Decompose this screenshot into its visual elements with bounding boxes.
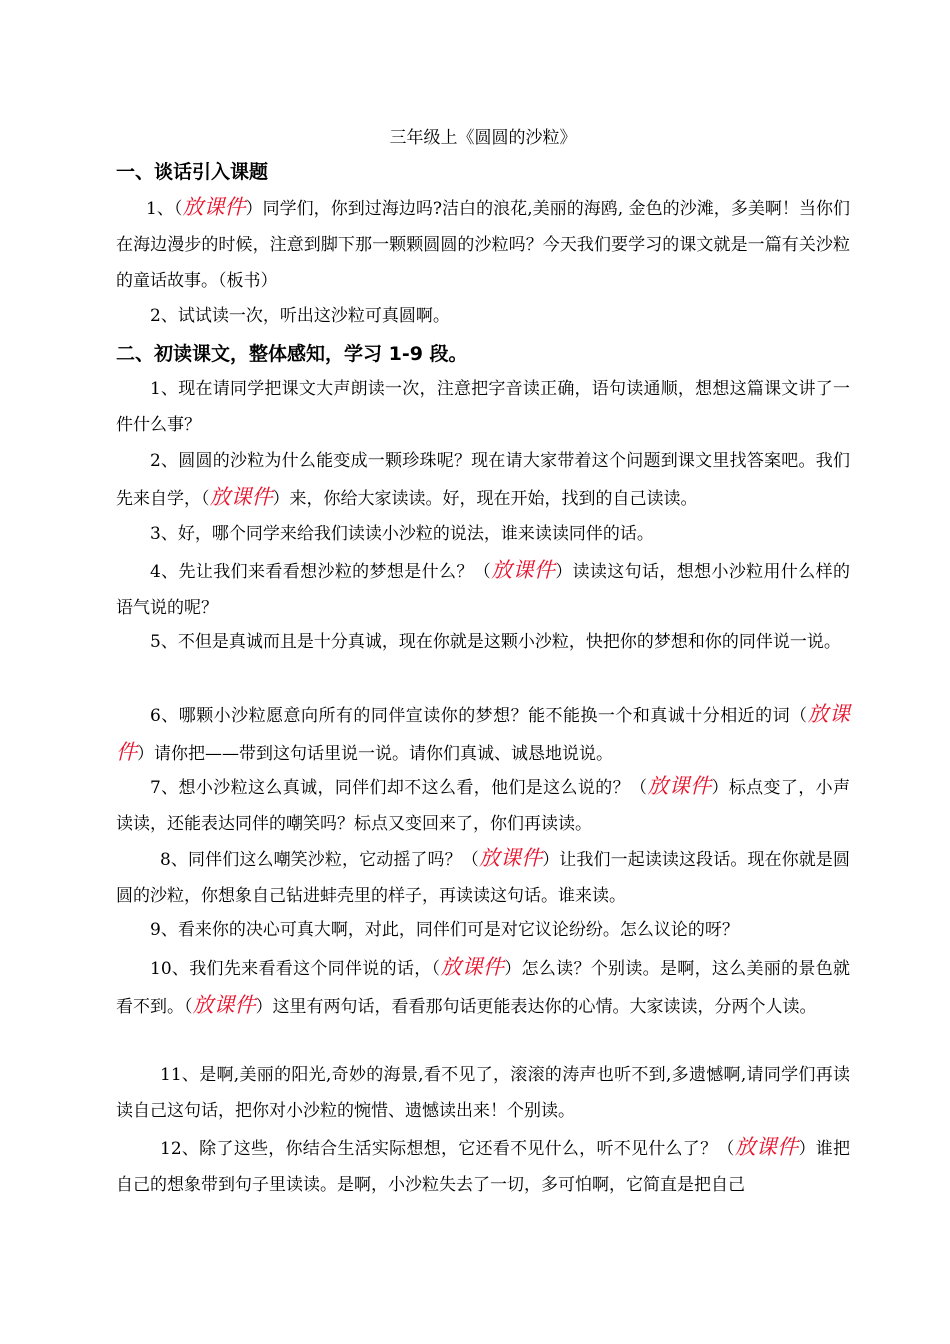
text-segment: 10、我们先来看看这个同伴说的话，（ bbox=[150, 959, 441, 979]
paragraph-2-11: 11、是啊,美丽的阳光,奇妙的海景,看不见了，滚滚的涛声也听不到,多遗憾啊,请同学们再读读自己这句话，把你对小沙粒的惋惜、遗憾读出来！个别读。 bbox=[116, 1065, 850, 1121]
text-segment: ）标点变了，小声读读，还能表达同伴的嘲笑吗？标点又变回来了，你们再读读。 bbox=[116, 778, 850, 834]
kejian-marker: 放课件 bbox=[209, 485, 273, 509]
kejian-marker: 放课件 bbox=[734, 1135, 799, 1159]
paragraph-2-2 bbox=[116, 443, 850, 517]
document-title: 三年级上《圆圆的沙粒》 bbox=[389, 128, 577, 148]
text-segment: ）来，你给大家读读。好，现在开始，找到的自己读读。 bbox=[272, 489, 698, 509]
section-heading-2: 二、初读课文，整体感知，学习 1-9 段。 bbox=[116, 343, 468, 365]
paragraph-2-6 bbox=[116, 696, 850, 772]
paragraph-1-1 bbox=[116, 189, 850, 299]
paragraph-2-12 bbox=[116, 1129, 850, 1203]
paragraph-2-5: 5、不但是真诚而且是十分真诚，现在你就是这颗小沙粒，快把你的梦想和你的同伴说一说。 bbox=[150, 632, 841, 652]
paragraph-2-10 bbox=[116, 949, 850, 1025]
text-segment: 4、先让我们来看看想沙粒的梦想是什么？（ bbox=[150, 562, 492, 582]
paragraph-2-8 bbox=[116, 840, 850, 914]
text-segment: 12、除了这些，你结合生活实际想想，它还看不见什么，听不见什么了？（ bbox=[160, 1139, 735, 1159]
kejian-marker: 放课件 bbox=[116, 702, 850, 764]
paragraph-2-1: 1、现在请同学把课文大声朗读一次，注意把字音读正确，语句读通顺，想想这篇课文讲了一件什么事？ bbox=[116, 379, 850, 435]
text-segment: 7、想小沙粒这么真诚，同伴们却不这么看，他们是这么说的？（ bbox=[150, 778, 648, 798]
text-segment: ）请你把——带到这句话里说一说。请你们真诚、诚恳地说说。 bbox=[137, 744, 613, 764]
paragraph-2-3: 3、好，哪个同学来给我们读读小沙粒的说法，谁来读读同伴的话。 bbox=[150, 524, 654, 544]
kejian-marker: 放课件 bbox=[491, 558, 556, 582]
text-segment: ）读读这句话，想想小沙粒用什么样的语气说的呢？ bbox=[116, 562, 851, 618]
text-segment: 6、哪颗小沙粒愿意向所有的同伴宣读你的梦想？能不能换一个和真诚十分相近的词（ bbox=[150, 706, 808, 726]
text-segment: ）谁把自己的想象带到句子里读读。是啊，小沙粒失去了一切，多可怕啊，它简直是把自己 bbox=[116, 1139, 851, 1195]
text-segment: ）怎么读？个别读。是啊，这么美丽的景色就看不到。（ bbox=[116, 959, 851, 1017]
paragraph-2-9: 9、看来你的决心可真大啊，对此，同伴们可是对它议论纷纷。怎么议论的呀？ bbox=[150, 920, 739, 940]
text-segment: ）同学们，你到过海边吗?洁白的浪花,美丽的海鸥, 金色的沙滩，多美啊！当你们在海边漫步的时候，注意到脚下那一颗颗圆圆的沙粒吗？今天我们要学习的课文就是一篇有关沙粒的童话故事。（板书） bbox=[116, 199, 851, 291]
paragraph-2-7 bbox=[116, 768, 850, 842]
text-segment: ）这里有两句话，看看那句话更能表达你的心情。大家读读，分两个人读。 bbox=[255, 997, 817, 1017]
kejian-marker: 放课件 bbox=[647, 774, 712, 798]
kejian-marker: 放课件 bbox=[192, 993, 256, 1017]
paragraph-2-4 bbox=[116, 552, 850, 626]
text-segment: ）让我们一起读读这段话。现在你就是圆圆的沙粒，你想象自己钻进蚌壳里的样子，再读读这句话。谁来读。 bbox=[116, 850, 851, 906]
kejian-marker: 放课件 bbox=[440, 955, 505, 979]
paragraph-1-2: 2、试试读一次，听出这沙粒可真圆啊。 bbox=[150, 306, 450, 326]
kejian-marker: 放课件 bbox=[478, 846, 543, 870]
text-segment: 8、同伴们这么嘲笑沙粒，它动摇了吗？（ bbox=[160, 850, 479, 870]
kejian-marker: 放课件 bbox=[182, 195, 246, 219]
text-segment: 2、圆圆的沙粒为什么能变成一颗珍珠呢？现在请大家带着这个问题到课文里找答案吧。我们先来自学，（ bbox=[116, 451, 850, 509]
text-segment: 1、（ bbox=[146, 199, 183, 219]
section-heading-1: 一、谈话引入课题 bbox=[116, 161, 269, 183]
